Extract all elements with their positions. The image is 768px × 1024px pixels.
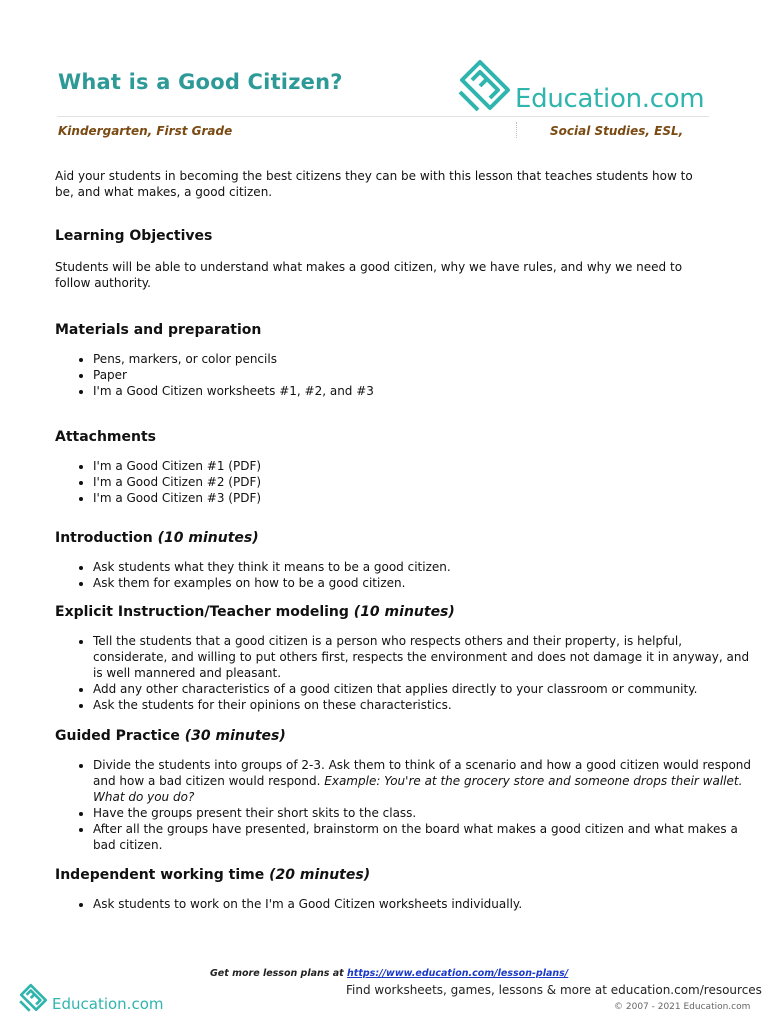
- education-logo-icon: [456, 56, 516, 116]
- list-item: • Pens, markers, or color pencils: [93, 351, 753, 367]
- introduction-list: [55, 559, 753, 591]
- meta-separator: [516, 122, 517, 138]
- footer-label: Get more lesson plans at: [210, 968, 344, 979]
- attachment-link[interactable]: • I'm a Good Citizen #1 (PDF): [93, 458, 753, 474]
- list-item: [93, 757, 753, 805]
- list-item: • I'm a Good Citizen worksheets #1, #2, and #3: [93, 383, 753, 399]
- attachments-heading: Attachments: [55, 429, 157, 445]
- list-item: • After all the groups have presented, brainstorm on the board what makes a good citizen and what makes a bad citizen.: [93, 821, 753, 853]
- list-item: • Tell the students that a good citizen is a person who respects others and their property, is helpful, considerate, and willing to put others first, respects the environment and does not damage it in anyway, and is well mannered and pleasant.: [93, 633, 753, 681]
- independent-list: [55, 896, 753, 912]
- independent-heading: [55, 866, 715, 884]
- attachments-list: [55, 458, 753, 506]
- example-text: Example: You're at the grocery store and someone drops their wallet. What do you do?: [93, 774, 743, 804]
- intro-text: Aid your students in becoming the best citizens they can be with this lesson that teaches students how to be, and what makes, a good citizen.: [55, 169, 693, 199]
- grade-level: Kindergarten, First Grade: [58, 124, 233, 138]
- education-logo-icon: [18, 982, 50, 1014]
- list-item: • Ask students what they think it means to be a good citizen.: [93, 559, 753, 575]
- materials-heading: Materials and preparation: [55, 322, 262, 338]
- materials-list: [55, 351, 753, 399]
- footer-find-text: Find worksheets, games, lessons & more at education.com/resources: [346, 983, 762, 997]
- education-logo[interactable]: [456, 56, 716, 116]
- objectives-text: Students will be able to understand what makes a good citizen, why we have rules, and why we need to follow authority.: [55, 260, 683, 290]
- attachment-link[interactable]: • I'm a Good Citizen #2 (PDF): [93, 474, 753, 490]
- section-duration: (10 minutes): [353, 604, 455, 620]
- objectives-heading: Learning Objectives: [55, 228, 213, 244]
- section-duration: (30 minutes): [184, 728, 286, 744]
- footer-more-plans: [210, 966, 568, 982]
- attachment-link[interactable]: • I'm a Good Citizen #3 (PDF): [93, 490, 753, 506]
- guided-list: [55, 757, 753, 853]
- section-duration: (10 minutes): [157, 530, 259, 546]
- footer-copyright: © 2007 - 2021 Education.com: [614, 1002, 751, 1012]
- subject: Social Studies, ESL,: [550, 124, 684, 138]
- footer-logo[interactable]: [18, 982, 168, 1016]
- section-title: Guided Practice: [55, 728, 180, 744]
- list-item: • Ask students to work on the I'm a Good Citizen worksheets individually.: [93, 896, 753, 912]
- lesson-plans-link[interactable]: https://www.education.com/lesson-plans/: [347, 968, 569, 979]
- section-title: Introduction: [55, 530, 153, 546]
- item-text: Divide the students into groups of 2-3. Ask them to think of a scenario and how a good citizen would respond and how a bad citizen would respond.: [93, 758, 752, 788]
- header-divider: [57, 116, 709, 117]
- logo-wordmark: Education.com: [52, 995, 164, 1013]
- list-item: • Have the groups present their short skits to the class.: [93, 805, 753, 821]
- page-title: What is a Good Citizen?: [58, 70, 343, 94]
- section-duration: (20 minutes): [269, 867, 371, 883]
- section-title: Independent working time: [55, 867, 265, 883]
- list-item: • Paper: [93, 367, 753, 383]
- section-title: Explicit Instruction/Teacher modeling: [55, 604, 349, 620]
- introduction-heading: [55, 529, 715, 547]
- explicit-list: [55, 633, 753, 713]
- explicit-heading: [55, 603, 715, 621]
- list-item: • Ask them for examples on how to be a good citizen.: [93, 575, 753, 591]
- guided-heading: [55, 727, 715, 745]
- list-item: • Ask the students for their opinions on these characteristics.: [93, 697, 753, 713]
- logo-wordmark: Education.com: [515, 84, 705, 114]
- list-item: • Add any other characteristics of a good citizen that applies directly to your classroom or community.: [93, 681, 753, 697]
